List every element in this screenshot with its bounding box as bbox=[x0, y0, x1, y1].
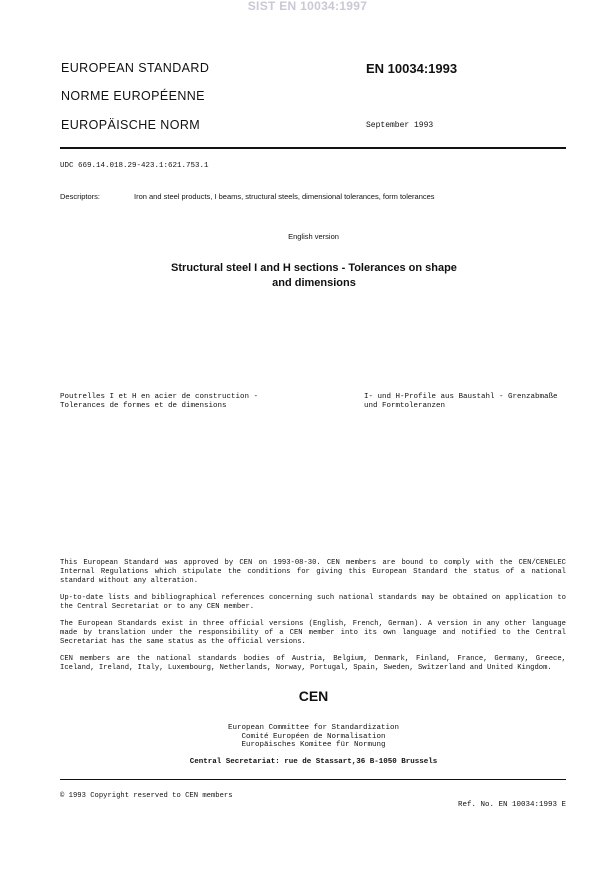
members-paragraph: CEN members are the national standards bodies of Austria, Belgium, Denmark, Finland, France, Germany, Greece, Iceland, Ireland, Italy, Luxembourg, Netherlands, Norway, Portugal, Spain, Sweden, Switzerland and United Kingdom. bbox=[60, 655, 566, 672]
std-title-en: EUROPEAN STANDARD bbox=[61, 61, 210, 75]
header-divider bbox=[60, 147, 566, 149]
publication-date: September 1993 bbox=[366, 121, 434, 130]
std-title-de: EUROPÄISCHE NORM bbox=[61, 118, 201, 132]
std-title-fr: NORME EUROPÉENNE bbox=[61, 89, 205, 103]
approval-paragraph: This European Standard was approved by CEN on 1993-08-30. CEN members are bound to comply with the CEN/CENELEC Internal Regulations which stipulate the conditions for giving this European Standard the status of a national standard without any alteration. bbox=[60, 559, 566, 585]
version-note: English version bbox=[288, 232, 339, 241]
central-secretariat: Central Secretariat: rue de Stassart,36 B-1050 Brussels bbox=[189, 758, 438, 766]
standard-number: EN 10034:1993 bbox=[366, 61, 458, 76]
cen-heading: CEN bbox=[298, 688, 329, 704]
german-title: I- und H-Profile aus Baustahl - Grenzabmaße und Formtoleranzen bbox=[364, 393, 558, 410]
references-paragraph: Up-to-date lists and bibliographical references concerning such national standards may be obtained on application to the Central Secretariat or to any CEN member. bbox=[60, 594, 566, 611]
document-title: Structural steel I and H sections - Tolerances on shape and dimensions bbox=[171, 262, 457, 289]
watermark: SIST EN 10034:1997 bbox=[247, 0, 368, 13]
versions-paragraph: The European Standards exist in three official versions (English, French, German). A version in any other language made by translation under the responsibility of a CEN member into its own language and notified to the Central Secretariat has the same status as the official versions. bbox=[60, 620, 566, 646]
cen-name-en: European Committee for Standardization bbox=[227, 724, 400, 732]
descriptors-label: Descriptors: bbox=[60, 192, 101, 201]
descriptors-text: Iron and steel products, I beams, structural steels, dimensional tolerances, form tolerances bbox=[134, 192, 435, 201]
cen-name-de: Europäisches Komitee für Normung bbox=[241, 741, 386, 750]
udc-code: UDC 669.14.018.29-423.1:621.753.1 bbox=[60, 162, 209, 170]
cen-name-fr: Comité Européen de Normalisation bbox=[241, 732, 386, 741]
copyright-notice: © 1993 Copyright reserved to CEN members bbox=[60, 792, 233, 800]
reference-number: Ref. No. EN 10034:1993 E bbox=[458, 801, 567, 809]
french-title: Poutrelles I et H en acier de construction - Tolerances de formes et de dimensions bbox=[60, 393, 259, 410]
footer-divider bbox=[60, 779, 566, 780]
cen-names bbox=[0, 724, 615, 750]
